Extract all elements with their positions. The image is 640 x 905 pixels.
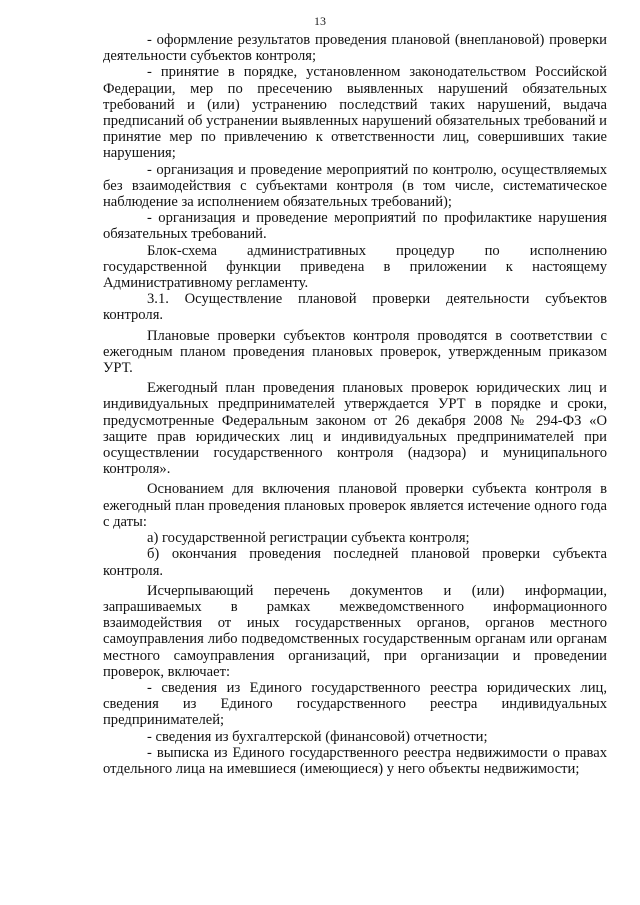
list-item: а) государственной регистрации субъекта контроля; — [147, 530, 470, 547]
list-item: б) окончания проведения последней плановой проверки субъекта контроля. — [103, 546, 607, 579]
paragraph: Основанием для включения плановой проверки субъекта контроля в ежегодный план проведения плановых проверок является истечение одного года с даты: — [103, 481, 607, 530]
list-item: - сведения из Единого государственного реестра юридических лиц, сведения из Единого государственного реестра индивидуальных предпринимателей; — [103, 679, 607, 729]
paragraph: Блок-схема административных процедур по исполнению государственной функции приведена в приложении к настоящему Административному регламенту. — [103, 242, 607, 292]
list-item: - сведения из бухгалтерской (финансовой) отчетности; — [147, 728, 488, 745]
list-item: - выписка из Единого государственного реестра недвижимости о правах отдельного лица на имевшиеся (имеющиеся) у него объекты недвижимости; — [103, 744, 607, 777]
paragraph: Ежегодный план проведения плановых проверок юридических лиц и индивидуальных предпринимателей утверждается УРТ в порядке и сроки, предусмотренные Федеральным законом от 26 декабря 2008 № 294-ФЗ «О защите прав юридических лиц и индивидуальных предпринимателей при осуществлении государственного контроля (надзора) и муниципального контроля». — [103, 380, 607, 478]
paragraph: Исчерпывающий перечень документов и (или) информации, запрашиваемых в рамках межведомственного информационного взаимодействия от иных государственных органов, органов местного самоуправления либо подведомственных государственным органам или органам местного самоуправления организаций, при организации и проведении проверок, включает: — [103, 582, 607, 680]
paragraph: - принятие в порядке, установленном законодательством Российской Федерации, мер по пресечению выявленных нарушений обязательных требований и (или) устранению последствий таких нарушений, выдача предписаний об устранении выявленных нарушений обязательных требований и принятие мер по привлечению к ответственности лиц, совершивших такие нарушения; — [103, 64, 607, 162]
paragraph: - оформление результатов проведения плановой (внеплановой) проверки деятельности субъектов контроля; — [103, 32, 607, 65]
paragraph: Плановые проверки субъектов контроля проводятся в соответствии с ежегодным планом проведения плановых проверок, утвержденным приказом УРТ. — [103, 327, 607, 377]
section-heading: 3.1. Осуществление плановой проверки деятельности субъектов контроля. — [103, 291, 607, 324]
paragraph: - организация и проведение мероприятий по контролю, осуществляемых без взаимодействия с субъектами контроля (в том числе, систематическое наблюдение за исполнением обязательных требований); — [103, 161, 607, 211]
paragraph: - организация и проведение мероприятий по профилактике нарушения обязательных требований. — [103, 210, 607, 243]
page-number: 13 — [314, 14, 326, 28]
document-body — [103, 32, 607, 777]
